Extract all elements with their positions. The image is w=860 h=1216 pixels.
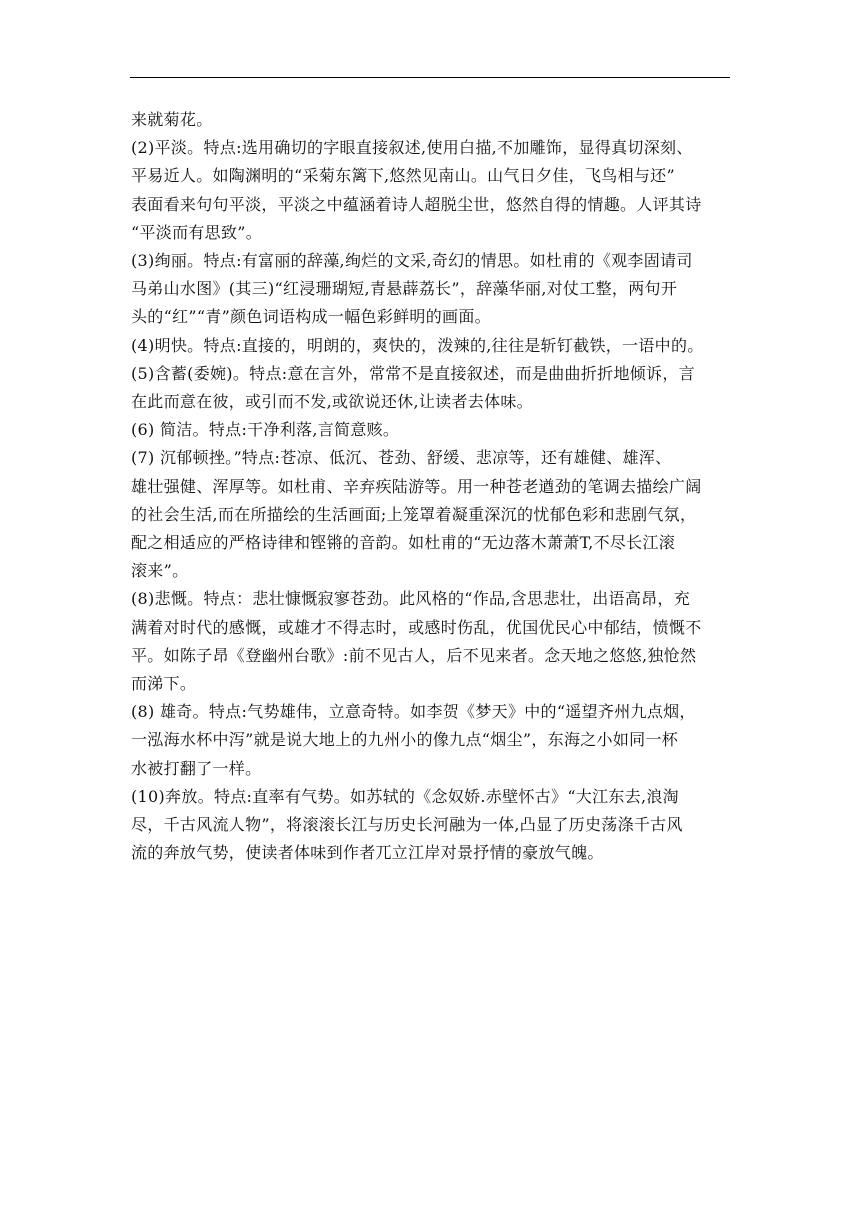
header-rule [130,77,730,78]
paragraph-3: (3)绚丽。特点:有富丽的辞藻,绚烂的文采,奇幻的情思。如杜甫的《观李固请司 马弟山水图》(其三)“红浸珊瑚短,青悬薜荔长”，辞藻华丽,对仗工整，两句开 头的“红”“青”颜色词语构成一幅色彩鲜明的画面。 [131,251,693,327]
paragraph-10: (10)奔放。特点:直率有气势。如苏轼的《念奴娇.赤壁怀古》“大江东去,浪淘 尽，千古风流人物”，将滚滚长江与历史长河融为一体,凸显了历史荡涤千古风 流的奔放气势，使读者体味到作者兀立江岸对景抒情的豪放气魄。 [131,786,683,863]
paragraph-9: (8) 雄奇。特点:气势雄伟，立意奇特。如李贺《梦天》中的“遥望齐州九点烟， 一泓海水杯中泻”就是说大地上的九州小的像九点“烟尘”，东海之小如同一杯 水被打翻了一样。 [131,702,696,778]
paragraph-6: (6) 简洁。特点:干净利落,言简意赅。 [131,420,400,440]
paragraph-7: (7) 沉郁顿挫。”特点:苍凉、低沉、苍劲、舒缓、悲凉等，还有雄健、雄浑、 雄壮强健、浑厚等。如杜甫、辛弃疾陆游等。用一种苍老遒劲的笔调去描绘广阔 的社会生活,而在所描绘的生活画面;上笼罩着凝重深沉的忧郁色彩和悲剧气氛， 配之相适应的严格诗律和铿锵的音韵。如杜甫的“无边落木萧萧T,不尽长江滚 滚来”。 [131,448,702,581]
paragraph-2: (2)平淡。特点:选用确切的字眼直接叙述,使用白描,不加雕饰，显得真切深刻、 平易近人。如陶渊明的“采菊东篱下,悠然见南山。山气日夕佳，飞鸟相与还” 表面看来句句平淡，平淡之中蕴涵着诗人超脱尘世，悠然自得的情趣。人评其诗 “平淡而有思致”。 [131,138,702,242]
paragraph-5: (5)含蓄(委婉)。特点:意在言外，常常不是直接叙述，而是曲曲折折地倾诉，言 在此而意在彼，或引而不发,或欲说还休,让读者去体味。 [131,363,695,412]
paragraph-8: (8)悲慨。特点：悲壮慷慨寂寥苍劲。此风格的“作品,含思悲壮，出语高昂，充 满着对时代的感慨，或雄才不得志时，或感时伤乱，优国优民心中郁结，愤慨不 平。如陈子昂《登幽州台歌》:前不见古人，后不见来者。念天地之悠悠,独怆然 而涕下。 [131,589,702,694]
document-body [131,106,731,867]
paragraph-4: (4)明快。特点:直接的，明朗的，爽快的，泼辣的,往往是斩钉截铁，一语中的。 [131,335,704,355]
paragraph-1: 来就菊花。 [131,110,213,129]
